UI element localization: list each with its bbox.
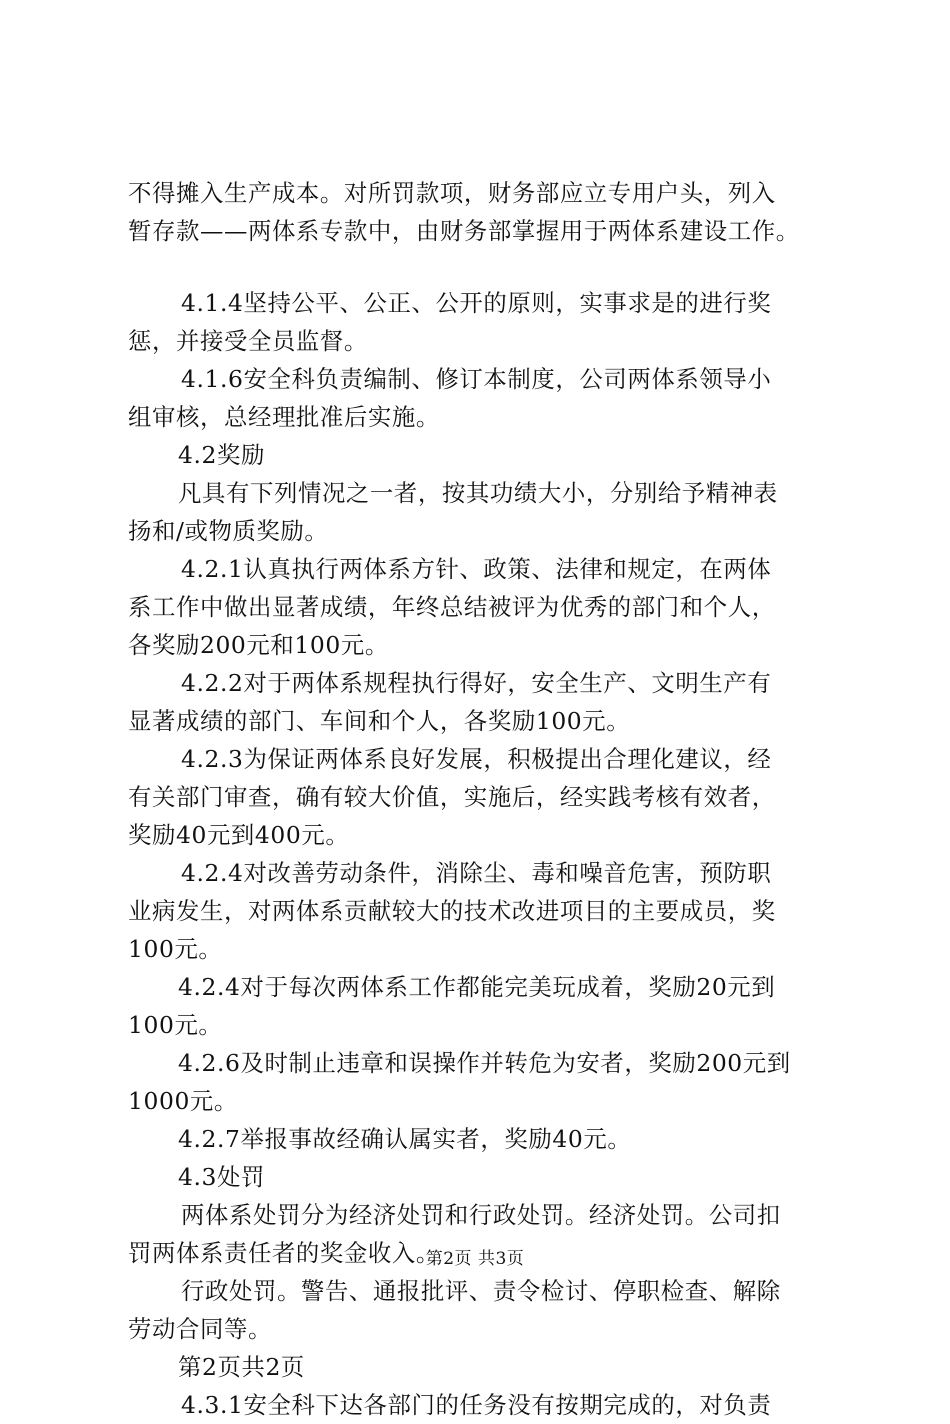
text-line: 各奖励200元和100元。 [128,631,389,659]
text-line: 4.2.7举报事故经确认属实者，奖励40元。 [178,1125,632,1153]
text-line: 业病发生，对两体系贡献较大的技术改进项目的主要成员，奖 [128,897,776,925]
text-line: 系工作中做出显著成绩，年终总结被评为优秀的部门和个人， [128,593,776,621]
text-line: 4.1.4坚持公平、公正、公开的原则，实事求是的进行奖 [181,289,772,317]
page-number-label: 第2页 共3页 [425,1249,525,1269]
text-line: 4.2.6及时制止违章和误操作并转危为安者，奖励200元到 [178,1049,791,1077]
text-line: 1000元。 [128,1087,238,1115]
text-line: 4.1.6安全科负责编制、修订本制度，公司两体系领导小 [181,365,772,393]
text-line: 4.3.1安全科下达各部门的任务没有按期完成的，对负责 [181,1391,772,1419]
text-line: 组审核，总经理批准后实施。 [128,403,440,431]
text-line: 两体系处罚分为经济处罚和行政处罚。经济处罚。公司扣 [181,1201,781,1229]
text-line: 奖励40元到400元。 [128,821,350,849]
page-footer [0,1244,950,1269]
section-heading: 4.2奖励 [178,441,265,469]
text-line: 不得摊入生产成本。对所罚款项，财务部应立专用户头，列入 [128,179,776,207]
text-line: 4.2.2对于两体系规程执行得好，安全生产、文明生产有 [181,669,772,697]
text-line: 4.2.4对改善劳动条件，消除尘、毒和噪音危害，预防职 [181,859,772,887]
text-line: 行政处罚。警告、通报批评、责令检讨、停职检查、解除 [181,1277,781,1305]
text-line: 惩，并接受全员监督。 [128,327,368,355]
inline-page-marker: 第2页共2页 [178,1353,305,1381]
text-line: 劳动合同等。 [128,1315,272,1343]
text-line: 显著成绩的部门、车间和个人，各奖励100元。 [128,707,631,735]
section-heading: 4.3处罚 [178,1163,265,1191]
document-body [128,174,840,1424]
text-line: 100元。 [128,935,223,963]
text-line: 有关部门审查，确有较大价值，实施后，经实践考核有效者， [128,783,776,811]
text-line: 扬和/或物质奖励。 [128,517,329,545]
text-line: 4.2.3为保证两体系良好发展，积极提出合理化建议，经 [181,745,772,773]
text-line: 暂存款——两体系专款中，由财务部掌握用于两体系建设工作。 [128,217,800,245]
text-line: 4.2.1认真执行两体系方针、政策、法律和规定，在两体 [181,555,772,583]
paragraph-gap [128,250,840,284]
text-line: 100元。 [128,1011,223,1039]
text-line: 罚两体系责任者的奖金收入。 [128,1239,440,1267]
text-line: 凡具有下列情况之一者，按其功绩大小，分别给予精神表 [178,479,778,507]
text-line: 4.2.4对于每次两体系工作都能完美玩成着，奖励20元到 [178,973,776,1001]
